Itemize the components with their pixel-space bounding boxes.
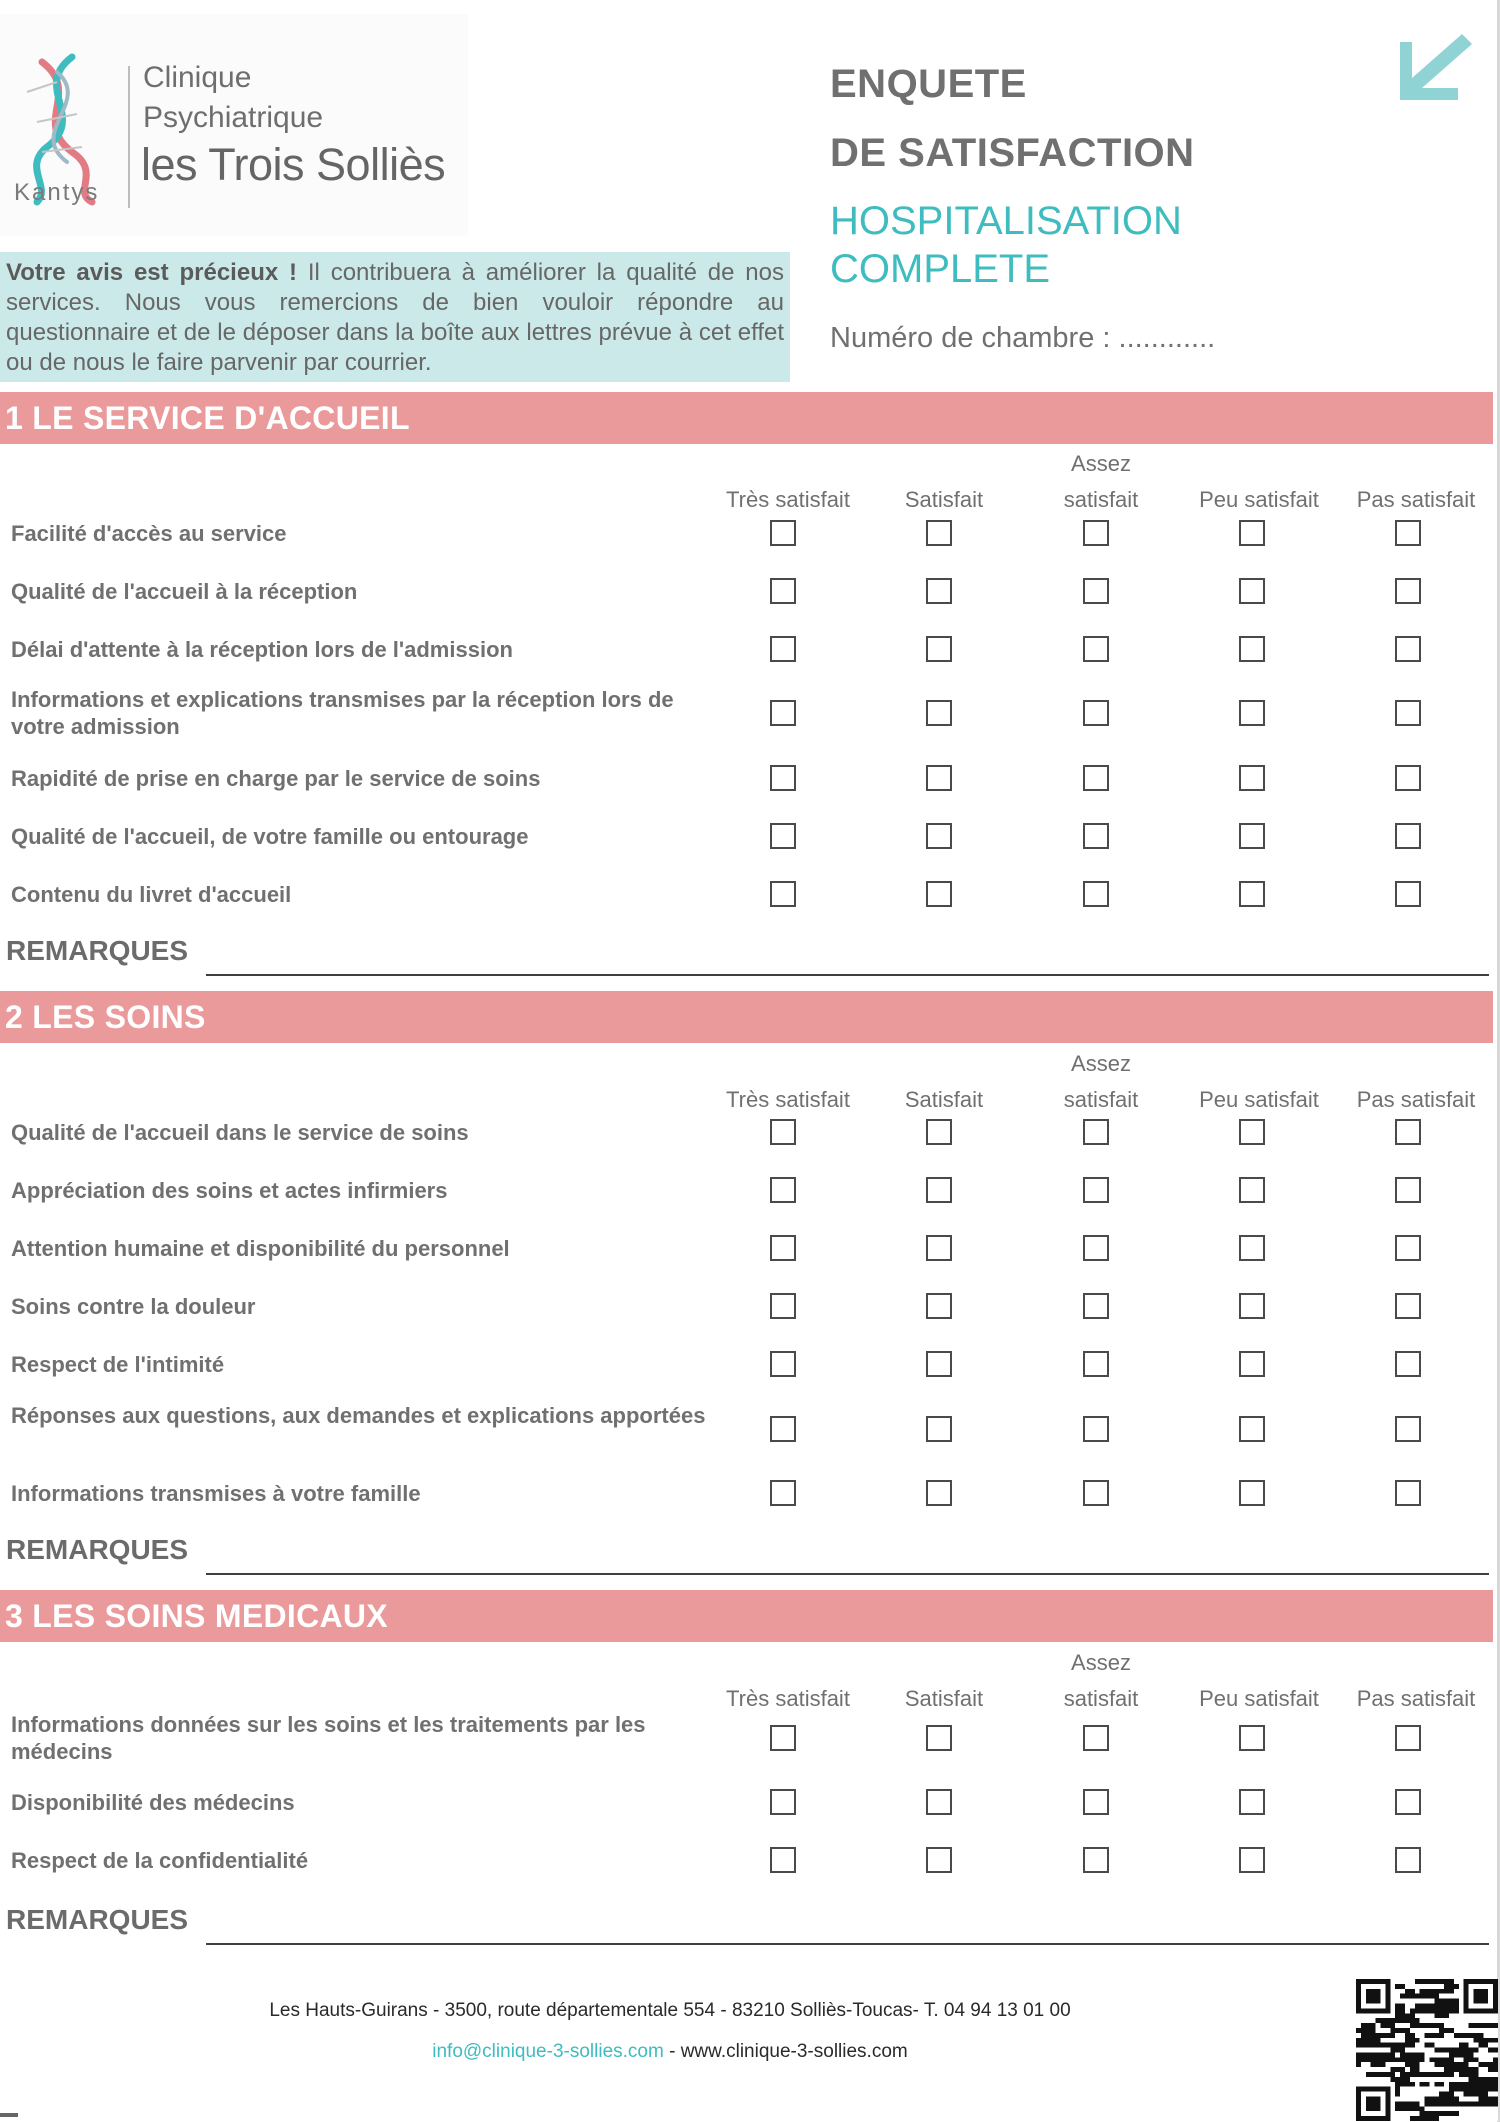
rating-checkbox[interactable] (1395, 1119, 1421, 1145)
remarks-input-line[interactable] (206, 1573, 1489, 1575)
rating-checkbox[interactable] (926, 823, 952, 849)
rating-checkbox[interactable] (926, 1293, 952, 1319)
rating-checkbox[interactable] (1239, 1351, 1265, 1377)
rating-checkbox[interactable] (770, 1416, 796, 1442)
rating-checkbox[interactable] (1083, 1725, 1109, 1751)
rating-checkbox[interactable] (926, 1725, 952, 1751)
rating-checkbox[interactable] (1083, 1351, 1109, 1377)
question-label: Qualité de l'accueil, de votre famille ou entourage (11, 824, 529, 849)
intro-text (0, 252, 790, 382)
column-header: Peu satisfait (1199, 1087, 1319, 1112)
question-label: Qualité de l'accueil à la réception (11, 579, 358, 604)
rating-checkbox[interactable] (1239, 1235, 1265, 1261)
survey-subtitle-line-2: COMPLETE (830, 247, 1051, 291)
rating-checkbox[interactable] (1395, 1177, 1421, 1203)
rating-checkbox[interactable] (926, 1351, 952, 1377)
rating-checkbox[interactable] (1395, 823, 1421, 849)
rating-checkbox[interactable] (770, 700, 796, 726)
column-header: satisfait (1063, 487, 1139, 512)
remarks-input-line[interactable] (206, 1943, 1489, 1945)
rating-checkbox[interactable] (926, 1480, 952, 1506)
question-label: Informations données sur les soins et les traitements par les médecins (11, 1712, 646, 1764)
question-label: Facilité d'accès au service (11, 521, 287, 546)
rating-checkbox[interactable] (1395, 1725, 1421, 1751)
rating-checkbox[interactable] (770, 1789, 796, 1815)
column-header: Peu satisfait (1199, 1686, 1319, 1711)
rating-checkbox[interactable] (1083, 881, 1109, 907)
room-number-field[interactable]: Numéro de chambre : ............ (830, 322, 1216, 354)
rating-checkbox[interactable] (1083, 1119, 1109, 1145)
rating-checkbox[interactable] (1395, 578, 1421, 604)
rating-checkbox[interactable] (1395, 1293, 1421, 1319)
rating-checkbox[interactable] (926, 881, 952, 907)
column-header: satisfait (1063, 1686, 1139, 1711)
logo-line-2: Psychiatrique (143, 101, 324, 134)
column-header: Satisfait (904, 1087, 984, 1112)
rating-checkbox[interactable] (926, 1119, 952, 1145)
clinic-logo (0, 14, 468, 236)
section-title: 2 LES SOINS (5, 999, 206, 1035)
rating-checkbox[interactable] (770, 636, 796, 662)
rating-checkbox[interactable] (1239, 1293, 1265, 1319)
column-header: Très satisfait (726, 1087, 850, 1112)
rating-checkbox[interactable] (1395, 636, 1421, 662)
column-header: Très satisfait (726, 487, 850, 512)
column-header: Satisfait (904, 487, 984, 512)
rating-checkbox[interactable] (1239, 1480, 1265, 1506)
rating-checkbox[interactable] (926, 1789, 952, 1815)
question-label: Soins contre la douleur (11, 1294, 256, 1319)
rating-checkbox[interactable] (1395, 1235, 1421, 1261)
question-label: Rapidité de prise en charge par le service de soins (11, 766, 541, 791)
rating-checkbox[interactable] (1395, 1847, 1421, 1873)
intro-body: Il contribuera à améliorer la qualité de nos services. Nous vous remercions de bien vouloir répondre au questionnaire et de le déposer dans la boîte aux lettres prévue à cet effet ou de nous le faire parvenir par courrier. (6, 259, 784, 376)
logo-line-1: Clinique (143, 61, 252, 94)
rating-checkbox[interactable] (770, 1293, 796, 1319)
survey-subtitle-line-1: HOSPITALISATION (830, 199, 1182, 243)
rating-checkbox[interactable] (1395, 1351, 1421, 1377)
rating-checkbox[interactable] (926, 1177, 952, 1203)
footer-contact (0, 2041, 1340, 2063)
column-header: satisfait (1063, 1087, 1139, 1112)
rating-checkbox[interactable] (1083, 823, 1109, 849)
rating-checkbox[interactable] (770, 765, 796, 791)
question-label: Informations transmises à votre famille (11, 1481, 421, 1506)
footer-website-link[interactable]: www.clinique-3-sollies.com (680, 2041, 908, 2062)
rating-checkbox[interactable] (926, 636, 952, 662)
rating-checkbox[interactable] (1239, 700, 1265, 726)
question-label: Disponibilité des médecins (11, 1790, 295, 1815)
question-label: Appréciation des soins et actes infirmiers (11, 1178, 448, 1203)
question-label: Délai d'attente à la réception lors de l'admission (11, 637, 513, 662)
rating-checkbox[interactable] (1083, 765, 1109, 791)
rating-checkbox[interactable] (926, 700, 952, 726)
rating-checkbox[interactable] (1395, 1789, 1421, 1815)
arrow-down-left-icon (1400, 30, 1476, 102)
rating-checkbox[interactable] (1083, 1847, 1109, 1873)
rating-checkbox[interactable] (770, 881, 796, 907)
rating-checkbox[interactable] (1083, 636, 1109, 662)
remarks-label: REMARQUES (6, 935, 189, 966)
rating-checkbox[interactable] (770, 1351, 796, 1377)
logo-brand: Kantys (14, 179, 100, 206)
remarks-label: REMARQUES (6, 1904, 189, 1935)
column-header: Peu satisfait (1199, 487, 1319, 512)
rating-checkbox[interactable] (770, 520, 796, 546)
intro-bold: Votre avis est précieux ! (6, 259, 298, 286)
rating-checkbox[interactable] (1083, 578, 1109, 604)
rating-checkbox[interactable] (1239, 520, 1265, 546)
section-header (0, 392, 1493, 444)
rating-checkbox[interactable] (770, 823, 796, 849)
footer-separator: - (663, 2041, 681, 2062)
rating-checkbox[interactable] (770, 1119, 796, 1145)
rating-checkbox[interactable] (770, 1480, 796, 1506)
survey-title-line-1: ENQUETE (830, 62, 1027, 106)
rating-checkbox[interactable] (1395, 520, 1421, 546)
rating-checkbox[interactable] (1239, 1847, 1265, 1873)
rating-checkbox[interactable] (770, 1235, 796, 1261)
column-header: Pas satisfait (1356, 487, 1476, 512)
section-header (0, 1590, 1493, 1642)
column-header: Très satisfait (726, 1686, 850, 1711)
rating-checkbox[interactable] (1083, 1177, 1109, 1203)
question-label: Respect de la confidentialité (11, 1848, 309, 1873)
footer-email-link[interactable]: info@clinique-3-sollies.com (432, 2041, 664, 2062)
column-header: Assez (1071, 1051, 1131, 1076)
rating-checkbox[interactable] (1083, 1416, 1109, 1442)
rating-checkbox[interactable] (1395, 1416, 1421, 1442)
rating-checkbox[interactable] (926, 1235, 952, 1261)
logo-divider (128, 66, 130, 208)
rating-checkbox[interactable] (1083, 700, 1109, 726)
rating-checkbox[interactable] (1083, 520, 1109, 546)
column-header: Satisfait (904, 1686, 984, 1711)
rating-checkbox[interactable] (1239, 1789, 1265, 1815)
column-header: Pas satisfait (1356, 1087, 1476, 1112)
qr-code (1356, 1978, 1498, 2122)
remarks-label: REMARQUES (6, 1534, 189, 1565)
rating-checkbox[interactable] (1239, 1416, 1265, 1442)
rating-checkbox[interactable] (926, 1416, 952, 1442)
question-label: Contenu du livret d'accueil (11, 882, 292, 907)
question-label: Informations et explications transmises par la réception lors de votre admission (11, 687, 674, 739)
footer-address: Les Hauts-Guirans - 3500, route départementale 554 - 83210 Solliès-Toucas- T. 04 94 13 01 00 (269, 2000, 1071, 2021)
rating-checkbox[interactable] (1239, 1177, 1265, 1203)
logo-line-3: les Trois Solliès (141, 139, 446, 190)
rating-checkbox[interactable] (1083, 1235, 1109, 1261)
rating-checkbox[interactable] (1239, 765, 1265, 791)
survey-title-line-2: DE SATISFACTION (830, 131, 1195, 175)
rating-checkbox[interactable] (1239, 578, 1265, 604)
rating-checkbox[interactable] (1239, 881, 1265, 907)
rating-checkbox[interactable] (1083, 1293, 1109, 1319)
rating-checkbox[interactable] (1083, 1789, 1109, 1815)
rating-checkbox[interactable] (926, 765, 952, 791)
rating-checkbox[interactable] (926, 520, 952, 546)
question-label: Réponses aux questions, aux demandes et explications apportées (11, 1403, 706, 1428)
rating-checkbox[interactable] (770, 1177, 796, 1203)
question-label: Respect de l'intimité (11, 1352, 225, 1377)
section-header (0, 991, 1493, 1043)
page-corner-mark (0, 2113, 18, 2117)
rating-checkbox[interactable] (1239, 636, 1265, 662)
rating-checkbox[interactable] (926, 578, 952, 604)
rating-checkbox[interactable] (1239, 1119, 1265, 1145)
section-title: 1 LE SERVICE D'ACCUEIL (5, 400, 410, 436)
column-header: Assez (1071, 451, 1131, 476)
question-label: Attention humaine et disponibilité du personnel (11, 1236, 510, 1261)
rating-checkbox[interactable] (1239, 823, 1265, 849)
section-title: 3 LES SOINS MEDICAUX (5, 1598, 388, 1634)
remarks-input-line[interactable] (206, 974, 1489, 976)
rating-checkbox[interactable] (926, 1847, 952, 1873)
column-header: Pas satisfait (1356, 1686, 1476, 1711)
rating-checkbox[interactable] (770, 578, 796, 604)
rating-checkbox[interactable] (1395, 881, 1421, 907)
rating-checkbox[interactable] (1395, 1480, 1421, 1506)
question-label: Qualité de l'accueil dans le service de soins (11, 1120, 469, 1145)
rating-checkbox[interactable] (1239, 1725, 1265, 1751)
rating-checkbox[interactable] (770, 1847, 796, 1873)
rating-checkbox[interactable] (770, 1725, 796, 1751)
column-header: Assez (1071, 1650, 1131, 1675)
rating-checkbox[interactable] (1083, 1480, 1109, 1506)
rating-checkbox[interactable] (1395, 765, 1421, 791)
rating-checkbox[interactable] (1395, 700, 1421, 726)
